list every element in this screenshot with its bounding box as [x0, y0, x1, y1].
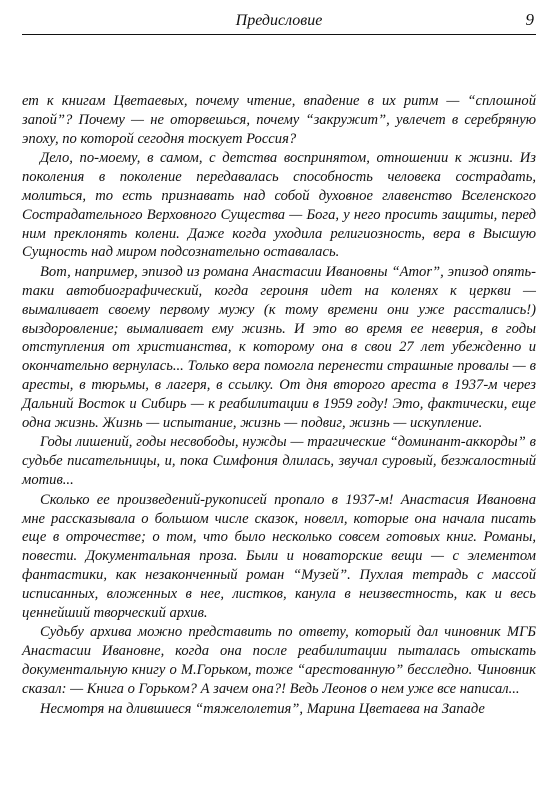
page-body — [22, 92, 536, 719]
paragraph: Дело, по-моему, в самом, с детства воспринятом, отношении к жизни. Из поколения в поколение передавалась способность человека сострадать, молиться, то есть признавать над собой духовное главенство Вселенского Сострадательного Верховного Существа — Бога, у него просить защиты, перед ним преклонять колени. Даже когда уходила религиозность, вера в Высшую Сущность над миром подсознательно оставалась. — [22, 150, 536, 261]
page-number: 9 — [525, 10, 534, 29]
paragraph: Вот, например, эпизод из романа Анастасии Ивановны “Amor”, эпизод опять-таки автобиографический, когда героиня идет на коленях к церкви — вымаливает своему первому мужу (к тому времени они уже расстались!) выздоровление; вымаливает ему жизнь. И это во время ее неверия, в годы отступления от христианства, к которому она в свои 27 лет убежденно и окончательно вернулась... Только вера помогла перенести страшные провалы — в аресты, в тюрьмы, в лагеря, в ссылку. От дня второго ареста в 1937-м через Дальний Восток и Сибирь — к реабилитации в 1959 году! Это, фактически, еще одна жизнь. Жизнь — испытание, жизнь — подвиг, жизнь — искупление. — [22, 264, 536, 431]
paragraph: Несмотря на длившиеся “тяжелолетия”, Марина Цветаева на Западе — [40, 700, 485, 717]
paragraph: ет к книгам Цветаевых, почему чтение, впадение в их ритм — “сплошной запой”? Почему — не оторвешься, почему “закружит”, увлечет в серебряную эпоху, по которой сегодня тоскует Россия? — [22, 93, 536, 147]
page-header — [22, 8, 536, 35]
paragraph: Годы лишений, годы несвободы, нужды — трагические “доминант-аккорды” в судьбе писательницы, и, пока Симфония длилась, звучал суровый, безжалостный мотив... — [22, 434, 536, 488]
paragraph: Сколько ее произведений-рукописей пропало в 1937-м! Анастасия Ивановна мне рассказывала о большом числе сказок, новелл, которые она начала писать еще в отрочестве; о том, что было несколько совсем готовых книг. Романы, повести. Документальная проза. Были и новаторские вещи — с элементом фантастики, как незаконченный роман “Музей”. Пухлая тетрадь с массой исписанных, вложенных в нее, листков, канула в неизвестность, как и весь ценнейший творческий архив. — [22, 491, 536, 621]
running-title: Предисловие — [235, 12, 323, 29]
paragraph: Судьбу архива можно представить по ответу, который дал чиновник МГБ Анастасии Ивановне, когда она после реабилитации пыталась отыскать документальную книгу о М.Горьком, тоже “арестованную” бесследно. Чиновник сказал: — Книга о Горьком? А зачем она?! Ведь Леонов о нем уже все написал... — [22, 624, 536, 697]
